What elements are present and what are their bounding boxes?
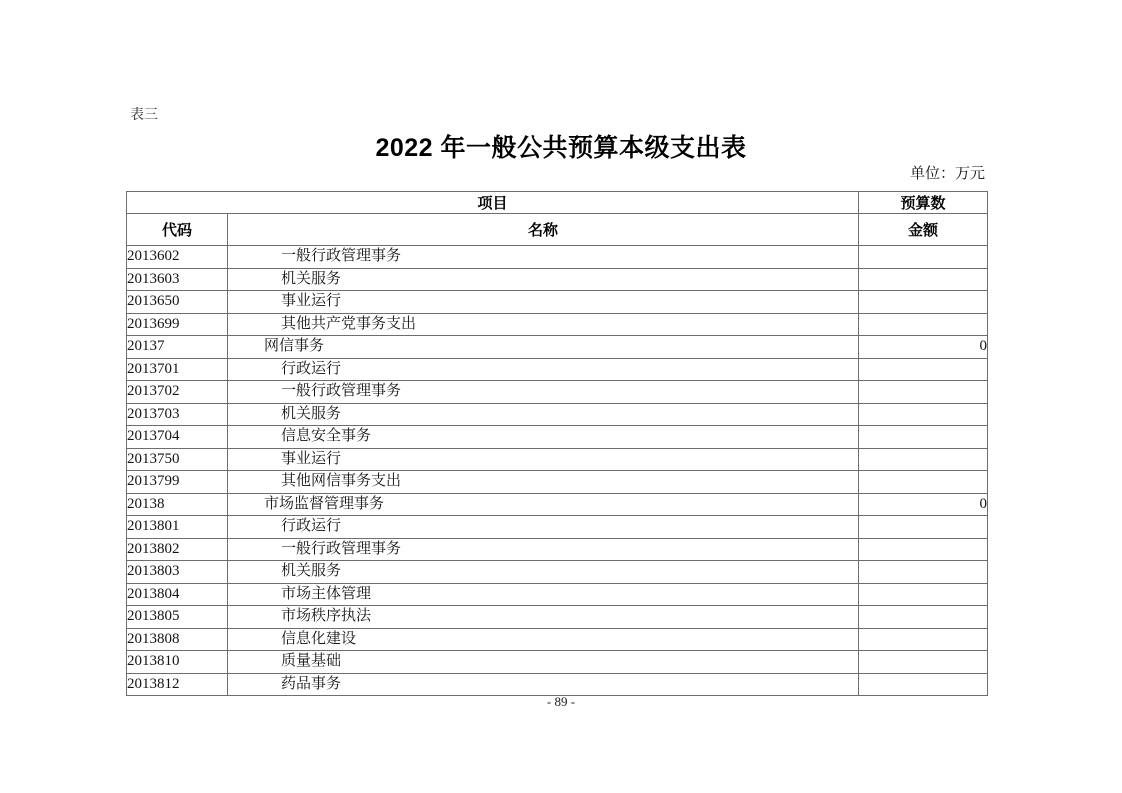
table-row (127, 471, 988, 494)
amount-cell (859, 426, 988, 449)
code-cell: 20137 (127, 336, 228, 359)
table-row (127, 381, 988, 404)
code-cell: 2013801 (127, 516, 228, 539)
page-title: 2022 年一般公共预算本级支出表 (375, 134, 747, 162)
table-row (127, 651, 988, 674)
page-number: - 89 - (546, 694, 576, 709)
code-cell: 2013812 (127, 673, 228, 696)
table-row (127, 606, 988, 629)
amount-cell (859, 381, 988, 404)
code-cell: 2013803 (127, 561, 228, 584)
table-row (127, 291, 988, 314)
amount-cell: 0 (859, 493, 988, 516)
name-cell: 信息化建设 (228, 628, 859, 651)
table-row (127, 403, 988, 426)
name-cell: 机关服务 (228, 403, 859, 426)
header-row-project (127, 192, 988, 214)
amount-cell (859, 561, 988, 584)
code-cell: 2013799 (127, 471, 228, 494)
table-row (127, 358, 988, 381)
table-row (127, 583, 988, 606)
name-cell: 药品事务 (228, 673, 859, 696)
table-row (127, 448, 988, 471)
amount-cell (859, 246, 988, 269)
name-cell: 市场主体管理 (228, 583, 859, 606)
table-row (127, 268, 988, 291)
code-cell: 2013703 (127, 403, 228, 426)
name-cell: 信息安全事务 (228, 426, 859, 449)
code-cell: 2013802 (127, 538, 228, 561)
name-cell: 一般行政管理事务 (228, 538, 859, 561)
header-amount: 金额 (859, 214, 988, 246)
code-cell: 2013704 (127, 426, 228, 449)
name-cell: 事业运行 (228, 448, 859, 471)
name-cell: 市场监督管理事务 (228, 493, 859, 516)
amount-cell (859, 403, 988, 426)
table-row (127, 246, 988, 269)
unit-note: 单位：万元 (909, 166, 985, 182)
header-budget-number: 预算数 (859, 192, 988, 214)
table-row (127, 561, 988, 584)
amount-cell (859, 291, 988, 314)
table-label: 表三 (130, 108, 158, 123)
amount-cell (859, 313, 988, 336)
code-cell: 2013650 (127, 291, 228, 314)
name-cell: 市场秩序执法 (228, 606, 859, 629)
name-cell: 一般行政管理事务 (228, 246, 859, 269)
header-row-columns (127, 214, 988, 246)
amount-cell (859, 538, 988, 561)
code-cell: 2013701 (127, 358, 228, 381)
name-cell: 一般行政管理事务 (228, 381, 859, 404)
table-row (127, 426, 988, 449)
amount-cell (859, 583, 988, 606)
name-cell: 行政运行 (228, 516, 859, 539)
header-name: 名称 (228, 214, 859, 246)
name-cell: 事业运行 (228, 291, 859, 314)
name-cell: 质量基础 (228, 651, 859, 674)
table-row (127, 516, 988, 539)
code-cell: 2013699 (127, 313, 228, 336)
name-cell: 行政运行 (228, 358, 859, 381)
name-cell: 网信事务 (228, 336, 859, 359)
amount-cell (859, 673, 988, 696)
name-cell: 机关服务 (228, 268, 859, 291)
code-cell: 2013804 (127, 583, 228, 606)
code-cell: 20138 (127, 493, 228, 516)
table-row (127, 336, 988, 359)
amount-cell (859, 606, 988, 629)
amount-cell (859, 516, 988, 539)
code-cell: 2013750 (127, 448, 228, 471)
code-cell: 2013603 (127, 268, 228, 291)
amount-cell (859, 651, 988, 674)
amount-cell (859, 471, 988, 494)
code-cell: 2013602 (127, 246, 228, 269)
amount-cell (859, 448, 988, 471)
amount-cell (859, 358, 988, 381)
code-cell: 2013805 (127, 606, 228, 629)
budget-table-header (127, 192, 988, 246)
table-row (127, 673, 988, 696)
header-project: 项目 (127, 192, 859, 214)
amount-cell (859, 268, 988, 291)
table-row (127, 628, 988, 651)
code-cell: 2013808 (127, 628, 228, 651)
name-cell: 其他共产党事务支出 (228, 313, 859, 336)
budget-table (126, 191, 988, 696)
code-cell: 2013810 (127, 651, 228, 674)
budget-table-body (127, 246, 988, 696)
amount-cell: 0 (859, 336, 988, 359)
table-row (127, 538, 988, 561)
name-cell: 机关服务 (228, 561, 859, 584)
header-code: 代码 (127, 214, 228, 246)
table-row (127, 493, 988, 516)
table-row (127, 313, 988, 336)
name-cell: 其他网信事务支出 (228, 471, 859, 494)
code-cell: 2013702 (127, 381, 228, 404)
amount-cell (859, 628, 988, 651)
